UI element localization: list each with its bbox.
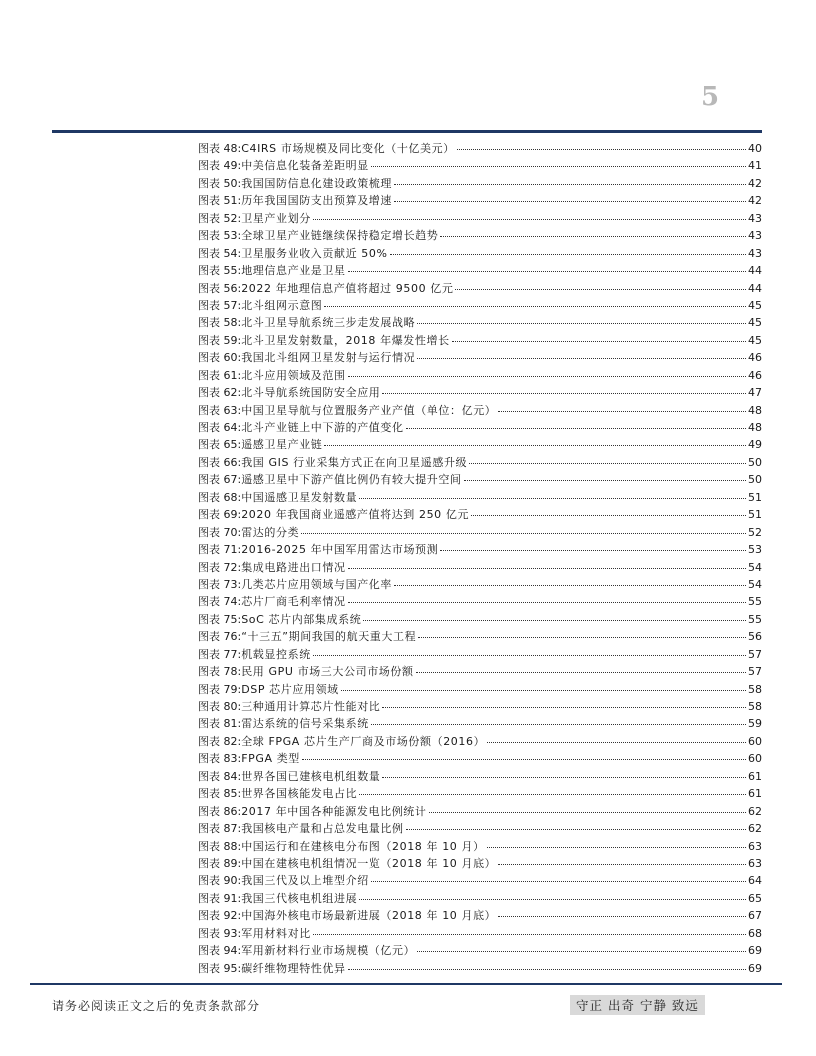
toc-entry[interactable] xyxy=(198,384,762,401)
toc-entry-label: 图表 53: xyxy=(198,229,242,243)
toc-entry-page: 41 xyxy=(748,159,762,173)
dot-leader xyxy=(487,846,746,848)
toc-entry-page: 55 xyxy=(748,595,762,609)
toc-entry[interactable] xyxy=(198,314,762,331)
toc-entry-title: 卫星产业划分 xyxy=(241,211,311,225)
toc-entry-title: 中国运行和在建核电分布图（2018 年 10 月） xyxy=(241,839,485,853)
toc-entry[interactable] xyxy=(198,210,762,227)
toc-entry-page: 50 xyxy=(748,473,762,487)
toc-entry-label: 图表 93: xyxy=(198,926,242,940)
dot-leader xyxy=(498,863,746,865)
toc-entry-title: 中国卫星导航与位置服务产业产值（单位：亿元） xyxy=(241,403,497,417)
toc-entry-page: 43 xyxy=(748,229,762,243)
toc-entry-title: 北斗卫星导航系统三步走发展战略 xyxy=(241,316,416,330)
dot-leader xyxy=(341,689,746,691)
dot-leader xyxy=(359,898,746,900)
toc-entry-title: 集成电路进出口情况 xyxy=(241,560,346,574)
toc-entry-page: 45 xyxy=(748,298,762,312)
toc-entry-title: 北斗应用领域及范围 xyxy=(241,368,346,382)
toc-entry-label: 图表 79: xyxy=(198,682,242,696)
toc-entry-title: 几类芯片应用领域与国产化率 xyxy=(241,577,393,591)
toc-entry-label: 图表 60: xyxy=(198,351,242,365)
toc-entry-label: 图表 95: xyxy=(198,961,242,975)
toc-entry-page: 51 xyxy=(748,490,762,504)
toc-entry-page: 59 xyxy=(748,717,762,731)
toc-entry-page: 46 xyxy=(748,368,762,382)
toc-entry-label: 图表 65: xyxy=(198,438,242,452)
toc-entry[interactable] xyxy=(198,454,762,471)
dot-leader xyxy=(313,654,746,656)
toc-entry-page: 65 xyxy=(748,891,762,905)
toc-entry-label: 图表 81: xyxy=(198,717,242,731)
dot-leader xyxy=(394,200,746,202)
toc-entry[interactable] xyxy=(198,506,762,523)
toc-entry-label: 图表 82: xyxy=(198,734,242,748)
toc-entry[interactable] xyxy=(198,803,762,820)
toc-entry-title: 我国核电产量和占总发电量比例 xyxy=(241,822,404,836)
toc-entry[interactable] xyxy=(198,733,762,750)
toc-entry-page: 60 xyxy=(748,734,762,748)
dot-leader xyxy=(417,950,746,952)
toc-entry-label: 图表 90: xyxy=(198,874,242,888)
toc-entry-title: 历年我国国防支出预算及增速 xyxy=(241,194,393,208)
toc-entry-page: 53 xyxy=(748,543,762,557)
toc-entry[interactable] xyxy=(198,297,762,314)
toc-entry-label: 图表 62: xyxy=(198,386,242,400)
toc-entry[interactable] xyxy=(198,436,762,453)
toc-entry-title: 地理信息产业是卫星 xyxy=(241,264,346,278)
toc-entry[interactable] xyxy=(198,140,762,157)
toc-entry-label: 图表 77: xyxy=(198,647,242,661)
toc-entry-label: 图表 68: xyxy=(198,490,242,504)
dot-leader xyxy=(302,758,746,760)
toc-entry-label: 图表 80: xyxy=(198,700,242,713)
toc-entry-title: 北斗卫星发射数量，2018 年爆发性增长 xyxy=(241,333,450,347)
toc-entry-label: 图表 69: xyxy=(198,508,242,522)
toc-entry-title: 芯片厂商毛利率情况 xyxy=(241,595,346,609)
toc-entry[interactable] xyxy=(198,593,762,610)
toc-entry[interactable] xyxy=(198,715,762,732)
toc-entry[interactable] xyxy=(198,419,762,436)
dot-leader xyxy=(464,479,746,481)
toc-entry[interactable] xyxy=(198,628,762,645)
toc-entry[interactable] xyxy=(198,471,762,488)
dot-leader xyxy=(406,427,746,429)
toc-entry-label: 图表 75: xyxy=(198,612,242,626)
toc-entry-page: 62 xyxy=(748,804,762,818)
toc-entry-page: 67 xyxy=(748,909,762,923)
toc-entry-title: 全球 FPGA 芯片生产厂商及市场份额（2016） xyxy=(241,734,486,748)
toc-entry-page: 69 xyxy=(748,961,762,975)
toc-entry[interactable] xyxy=(198,750,762,767)
toc-entry-label: 图表 61: xyxy=(198,368,242,382)
dot-leader xyxy=(348,567,746,569)
toc-entry[interactable] xyxy=(198,489,762,506)
footer-disclaimer: 请务必阅读正文之后的免责条款部分 xyxy=(52,999,261,1013)
toc-entry-label: 图表 94: xyxy=(198,944,242,958)
toc-entry-label: 图表 73: xyxy=(198,577,242,591)
toc-entry-title: 碳纤维物理特性优异 xyxy=(241,961,346,975)
dot-leader xyxy=(452,340,746,342)
toc-entry-title: 北斗产业链上中下游的产值变化 xyxy=(241,421,404,434)
toc-entry-title: DSP 芯片应用领域 xyxy=(241,682,339,696)
toc-entry-page: 48 xyxy=(748,421,762,434)
dot-leader xyxy=(363,619,746,621)
toc-entry[interactable] xyxy=(198,942,762,959)
toc-entry-title: 我国国防信息化建设政策梳理 xyxy=(241,176,393,190)
header-divider xyxy=(52,130,762,133)
toc-entry[interactable] xyxy=(198,175,762,192)
toc-entry-label: 图表 71: xyxy=(198,543,242,557)
toc-entry-page: 55 xyxy=(748,612,762,626)
toc-entry-label: 图表 66: xyxy=(198,455,242,469)
toc-entry-label: 图表 92: xyxy=(198,909,242,923)
toc-entry[interactable] xyxy=(198,663,762,680)
dot-leader xyxy=(382,392,746,394)
toc-entry-label: 图表 91: xyxy=(198,891,242,905)
toc-entry-page: 52 xyxy=(748,525,762,539)
toc-entry-page: 56 xyxy=(748,630,762,644)
footer-divider xyxy=(30,983,782,985)
toc-entry-label: 图表 55: xyxy=(198,264,242,278)
toc-entry-title: FPGA 类型 xyxy=(241,752,300,766)
dot-leader xyxy=(359,497,746,499)
dot-leader xyxy=(498,410,746,412)
dot-leader xyxy=(417,322,746,324)
toc-entry-title: 我国北斗组网卫星发射与运行情况 xyxy=(241,351,416,365)
toc-entry-label: 图表 58: xyxy=(198,316,242,330)
toc-entry-title: 北斗导航系统国防安全应用 xyxy=(241,386,381,400)
toc-entry[interactable] xyxy=(198,157,762,174)
dot-leader xyxy=(394,183,746,185)
toc-entry-title: 中国在建核电机组情况一览（2018 年 10 月底） xyxy=(241,856,497,870)
toc-entry-page: 40 xyxy=(748,142,762,155)
toc-entry-page: 62 xyxy=(748,822,762,836)
toc-entry-title: “十三五”期间我国的航天重大工程 xyxy=(241,630,417,644)
toc-entry-label: 图表 72: xyxy=(198,560,242,574)
toc-entry[interactable] xyxy=(198,245,762,262)
dot-leader xyxy=(348,375,746,377)
toc-entry-page: 69 xyxy=(748,944,762,958)
dot-leader xyxy=(371,723,746,725)
toc-entry-label: 图表 76: xyxy=(198,630,242,644)
toc-entry-page: 43 xyxy=(748,211,762,225)
toc-entry-label: 图表 51: xyxy=(198,194,242,208)
toc-entry-page: 48 xyxy=(748,403,762,417)
toc-entry-page: 46 xyxy=(748,351,762,365)
dot-leader xyxy=(406,828,746,830)
dot-leader xyxy=(348,270,746,272)
toc-entry-page: 44 xyxy=(748,281,762,295)
toc-entry-page: 63 xyxy=(748,856,762,870)
toc-entry-title: 2020 年我国商业遥感产值将达到 250 亿元 xyxy=(241,508,470,522)
toc-entry-label: 图表 78: xyxy=(198,665,242,679)
toc-entry-page: 61 xyxy=(748,787,762,801)
dot-leader xyxy=(324,444,746,446)
toc-entry[interactable] xyxy=(198,280,762,297)
toc-entry-label: 图表 86: xyxy=(198,804,242,818)
dot-leader xyxy=(359,793,746,795)
page-number: 5 xyxy=(700,82,720,112)
toc-entry[interactable] xyxy=(198,611,762,628)
toc-entry-title: 卫星服务业收入贡献近 50% xyxy=(241,246,388,260)
toc-entry-title: 军用新材料行业市场规模（亿元） xyxy=(241,944,416,958)
toc-entry-title: 中国遥感卫星发射数量 xyxy=(241,490,358,504)
toc-entry-title: 中国海外核电市场最新进展（2018 年 10 月底） xyxy=(241,909,497,923)
toc-entry[interactable] xyxy=(198,681,762,698)
toc-entry-label: 图表 56: xyxy=(198,281,242,295)
toc-entry-page: 43 xyxy=(748,246,762,260)
toc-entry-page: 58 xyxy=(748,700,762,713)
dot-leader xyxy=(469,462,746,464)
toc-entry[interactable] xyxy=(198,925,762,942)
dot-leader xyxy=(324,305,746,307)
toc-entry[interactable] xyxy=(198,524,762,541)
toc-entry[interactable] xyxy=(198,855,762,872)
toc-entry-page: 57 xyxy=(748,647,762,661)
toc-entry-label: 图表 74: xyxy=(198,595,242,609)
toc-entry[interactable] xyxy=(198,227,762,244)
dot-leader xyxy=(498,915,746,917)
toc-entry-title: 全球卫星产业链继续保持稳定增长趋势 xyxy=(241,229,439,243)
dot-leader xyxy=(371,165,746,167)
table-of-figures xyxy=(198,140,762,977)
toc-entry[interactable] xyxy=(198,646,762,663)
dot-leader xyxy=(417,357,746,359)
toc-entry[interactable] xyxy=(198,838,762,855)
dot-leader xyxy=(440,235,746,237)
dot-leader xyxy=(487,741,746,743)
toc-entry[interactable] xyxy=(198,559,762,576)
toc-entry-page: 49 xyxy=(748,438,762,452)
toc-entry[interactable] xyxy=(198,541,762,558)
toc-entry-title: 军用材料对比 xyxy=(241,926,311,940)
toc-entry-page: 44 xyxy=(748,264,762,278)
dot-leader xyxy=(455,288,746,290)
toc-entry[interactable] xyxy=(198,332,762,349)
toc-entry[interactable] xyxy=(198,698,762,715)
toc-entry[interactable] xyxy=(198,262,762,279)
dot-leader xyxy=(440,549,746,551)
dot-leader xyxy=(348,968,746,970)
toc-entry-page: 47 xyxy=(748,386,762,400)
dot-leader xyxy=(418,636,746,638)
toc-entry[interactable] xyxy=(198,872,762,889)
toc-entry-page: 64 xyxy=(748,874,762,888)
toc-entry-page: 50 xyxy=(748,455,762,469)
toc-entry-label: 图表 83: xyxy=(198,752,242,766)
toc-entry-label: 图表 70: xyxy=(198,525,242,539)
dot-leader xyxy=(382,776,746,778)
toc-entry-page: 57 xyxy=(748,665,762,679)
toc-entry-title: 遥感卫星中下游产值比例仍有较大提升空间 xyxy=(241,473,462,487)
toc-entry-title: 2016-2025 年中国军用雷达市场预测 xyxy=(241,543,439,557)
dot-leader xyxy=(416,671,746,673)
dot-leader xyxy=(394,584,746,586)
toc-entry[interactable] xyxy=(198,785,762,802)
toc-entry-title: 2017 年中国各种能源发电比例统计 xyxy=(241,804,427,818)
footer-motto: 守正 出奇 宁静 致远 xyxy=(570,995,705,1015)
toc-entry-title: 世界各国已建核电机组数量 xyxy=(241,769,381,783)
toc-entry-label: 图表 89: xyxy=(198,856,242,870)
toc-entry-page: 60 xyxy=(748,752,762,766)
toc-entry[interactable] xyxy=(198,768,762,785)
toc-entry-title: C4IRS 市场规模及同比变化（十亿美元） xyxy=(241,142,455,155)
toc-entry[interactable] xyxy=(198,576,762,593)
toc-entry-label: 图表 48: xyxy=(198,142,242,155)
dot-leader xyxy=(348,601,746,603)
toc-entry-page: 58 xyxy=(748,682,762,696)
toc-entry[interactable] xyxy=(198,192,762,209)
toc-entry-title: 我国三代核电机组进展 xyxy=(241,891,358,905)
toc-entry-title: 北斗组网示意图 xyxy=(241,298,323,312)
toc-entry-label: 图表 63: xyxy=(198,403,242,417)
toc-entry-page: 54 xyxy=(748,560,762,574)
toc-entry[interactable] xyxy=(198,960,762,977)
toc-entry-title: 2022 年地理信息产值将超过 9500 亿元 xyxy=(241,281,454,295)
toc-entry-page: 68 xyxy=(748,926,762,940)
toc-entry[interactable] xyxy=(198,907,762,924)
toc-entry-label: 图表 67: xyxy=(198,473,242,487)
dot-leader xyxy=(471,514,746,516)
toc-entry-title: 雷达系统的信号采集系统 xyxy=(241,717,369,731)
toc-entry-label: 图表 49: xyxy=(198,159,242,173)
toc-entry-label: 图表 88: xyxy=(198,839,242,853)
toc-entry-title: 我国 GIS 行业采集方式正在向卫星遥感升级 xyxy=(241,455,468,469)
toc-entry-title: 民用 GPU 市场三大公司市场份额 xyxy=(241,665,414,679)
toc-entry[interactable] xyxy=(198,367,762,384)
toc-entry-title: 机载显控系统 xyxy=(241,647,311,661)
toc-entry-title: 雷达的分类 xyxy=(241,525,300,539)
toc-entry[interactable] xyxy=(198,820,762,837)
toc-entry-page: 54 xyxy=(748,577,762,591)
toc-entry-label: 图表 57: xyxy=(198,298,242,312)
dot-leader xyxy=(313,933,746,935)
toc-entry-page: 63 xyxy=(748,839,762,853)
toc-entry-label: 图表 52: xyxy=(198,211,242,225)
dot-leader xyxy=(371,880,746,882)
toc-entry-label: 图表 87: xyxy=(198,822,242,836)
toc-entry-page: 61 xyxy=(748,769,762,783)
dot-leader xyxy=(429,811,747,813)
dot-leader xyxy=(313,218,746,220)
toc-entry-title: 我国三代及以上堆型介绍 xyxy=(241,874,369,888)
toc-entry[interactable] xyxy=(198,402,762,419)
toc-entry-label: 图表 85: xyxy=(198,787,242,801)
toc-entry-label: 图表 54: xyxy=(198,246,242,260)
toc-entry-title: 中美信息化装备差距明显 xyxy=(241,159,369,173)
toc-entry-title: 三种通用计算芯片性能对比 xyxy=(241,700,381,713)
toc-entry-page: 42 xyxy=(748,176,762,190)
dot-leader xyxy=(457,148,746,150)
dot-leader xyxy=(301,532,746,534)
toc-entry-page: 51 xyxy=(748,508,762,522)
toc-entry-page: 45 xyxy=(748,333,762,347)
dot-leader xyxy=(390,253,746,255)
toc-entry-label: 图表 59: xyxy=(198,333,242,347)
toc-entry-label: 图表 84: xyxy=(198,769,242,783)
toc-entry[interactable] xyxy=(198,349,762,366)
toc-entry-title: 世界各国核能发电占比 xyxy=(241,787,358,801)
toc-entry-page: 45 xyxy=(748,316,762,330)
toc-entry-title: SoC 芯片内部集成系统 xyxy=(241,612,362,626)
toc-entry[interactable] xyxy=(198,890,762,907)
dot-leader xyxy=(382,706,746,708)
toc-entry-label: 图表 50: xyxy=(198,176,242,190)
toc-entry-label: 图表 64: xyxy=(198,421,242,434)
toc-entry-page: 42 xyxy=(748,194,762,208)
toc-entry-title: 遥感卫星产业链 xyxy=(241,438,323,452)
